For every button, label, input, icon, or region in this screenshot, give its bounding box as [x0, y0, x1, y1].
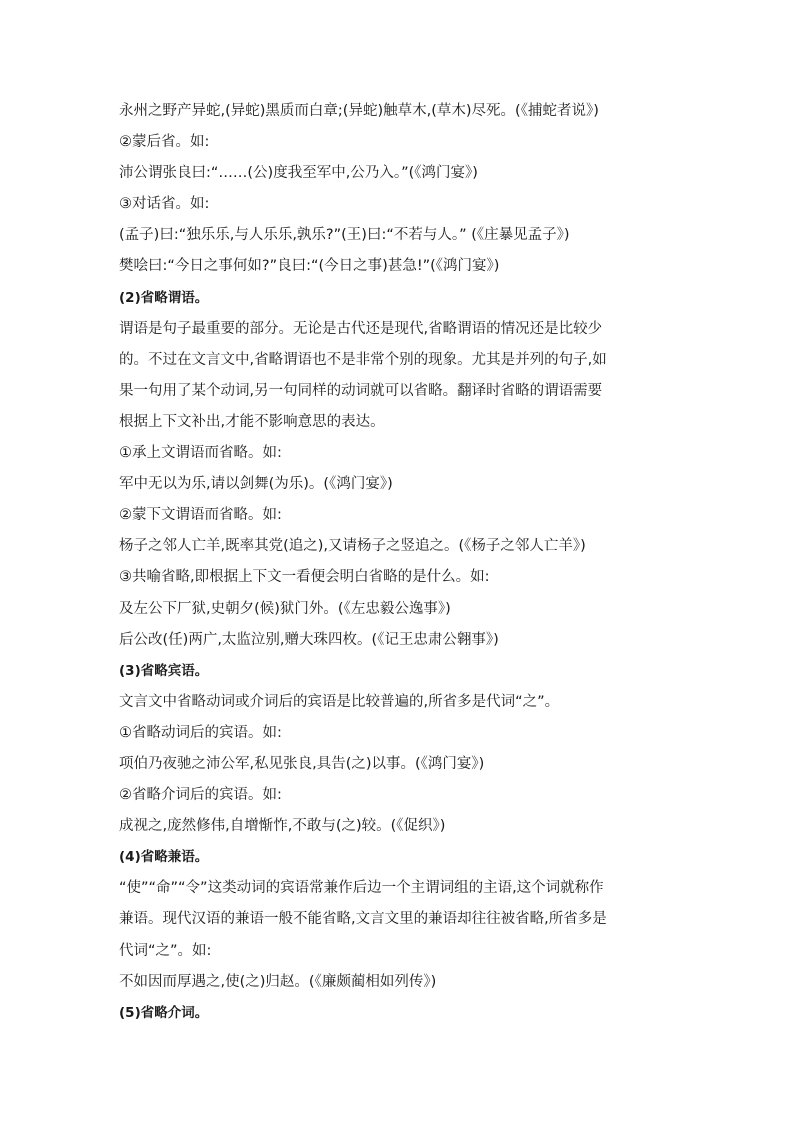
text-line: ②省略介词后的宾语。如:: [119, 787, 282, 804]
text-line: 军中无以为乐,请以剑舞(为乐)。(《鸿门宴》): [119, 476, 393, 493]
text-line: 根据上下文补出,才能不影响意思的表达。: [119, 413, 385, 430]
text-line: 兼语。现代汉语的兼语一般不能省略,文言文里的兼语却往往被省略,所省多是: [119, 911, 607, 928]
text-line: ②蒙后省。如:: [119, 134, 210, 151]
text-line: 果一句用了某个动词,另一句同样的动词就可以省略。翻译时省略的谓语需要: [119, 382, 603, 399]
text-line: ①省略动词后的宾语。如:: [119, 724, 282, 741]
text-line: 文言文中省略动词或介词后的宾语是比较普遍的,所省多是代词“之”。: [119, 693, 560, 710]
text-line: 杨子之邻人亡羊,既率其党(追之),又请杨子之竖追之。(《杨子之邻人亡羊》): [119, 538, 586, 555]
text-line: 沛公谓张良曰:“……(公)度我至军中,公乃入。”(《鸿门宴》): [119, 165, 478, 182]
text-line: 谓语是句子最重要的部分。无论是古代还是现代,省略谓语的情况还是比较少: [119, 320, 603, 337]
text-line: 成视之,庞然修伟,自增惭怍,不敢与(之)较。(《促织》): [119, 818, 446, 835]
text-line: 樊哙曰:“今日之事何如?”良曰:“(今日之事)甚急!”(《鸿门宴》): [119, 258, 500, 275]
text-line: 代词“之”。如:: [119, 942, 212, 959]
section-heading: (3)省略宾语。: [119, 662, 209, 679]
text-line: 的。不过在文言文中,省略谓语也不是非常个别的现象。尤其是并列的句子,如: [119, 351, 607, 368]
document-body: [119, 96, 679, 1029]
text-line: (孟子)曰:“独乐乐,与人乐乐,孰乐?”(王)曰:“不若与人。” (《庄暴见孟子》): [119, 227, 570, 244]
text-line: “使”“命”“令”这类动词的宾语常兼作后边一个主谓词组的主语,这个词就称作: [119, 880, 604, 897]
text-line: ③对话省。如:: [119, 196, 210, 213]
text-line: 永州之野产异蛇,(异蛇)黑质而白章;(异蛇)触草木,(草木)尽死。(《捕蛇者说》): [119, 103, 599, 119]
section-heading: (4)省略兼语。: [119, 849, 209, 866]
text-line: 不如因而厚遇之,使(之)归赵。(《廉颇蔺相如列传》): [119, 973, 437, 990]
section-heading: (2)省略谓语。: [119, 289, 209, 306]
text-line: ①承上文谓语而省略。如:: [119, 445, 282, 462]
text-line: ②蒙下文谓语而省略。如:: [119, 507, 282, 524]
text-line: 项伯乃夜驰之沛公军,私见张良,具告(之)以事。(《鸿门宴》): [119, 755, 485, 772]
text-line: 后公改(任)两广,太监泣别,赠大珠四枚。(《记王忠肃公翱事》): [119, 631, 499, 648]
text-line: 及左公下厂狱,史朝夕(候)狱门外。(《左忠毅公逸事》): [119, 600, 451, 617]
text-line: ③共喻省略,即根据上下文一看便会明白省略的是什么。如:: [119, 569, 490, 586]
section-heading: (5)省略介词。: [119, 1004, 209, 1021]
